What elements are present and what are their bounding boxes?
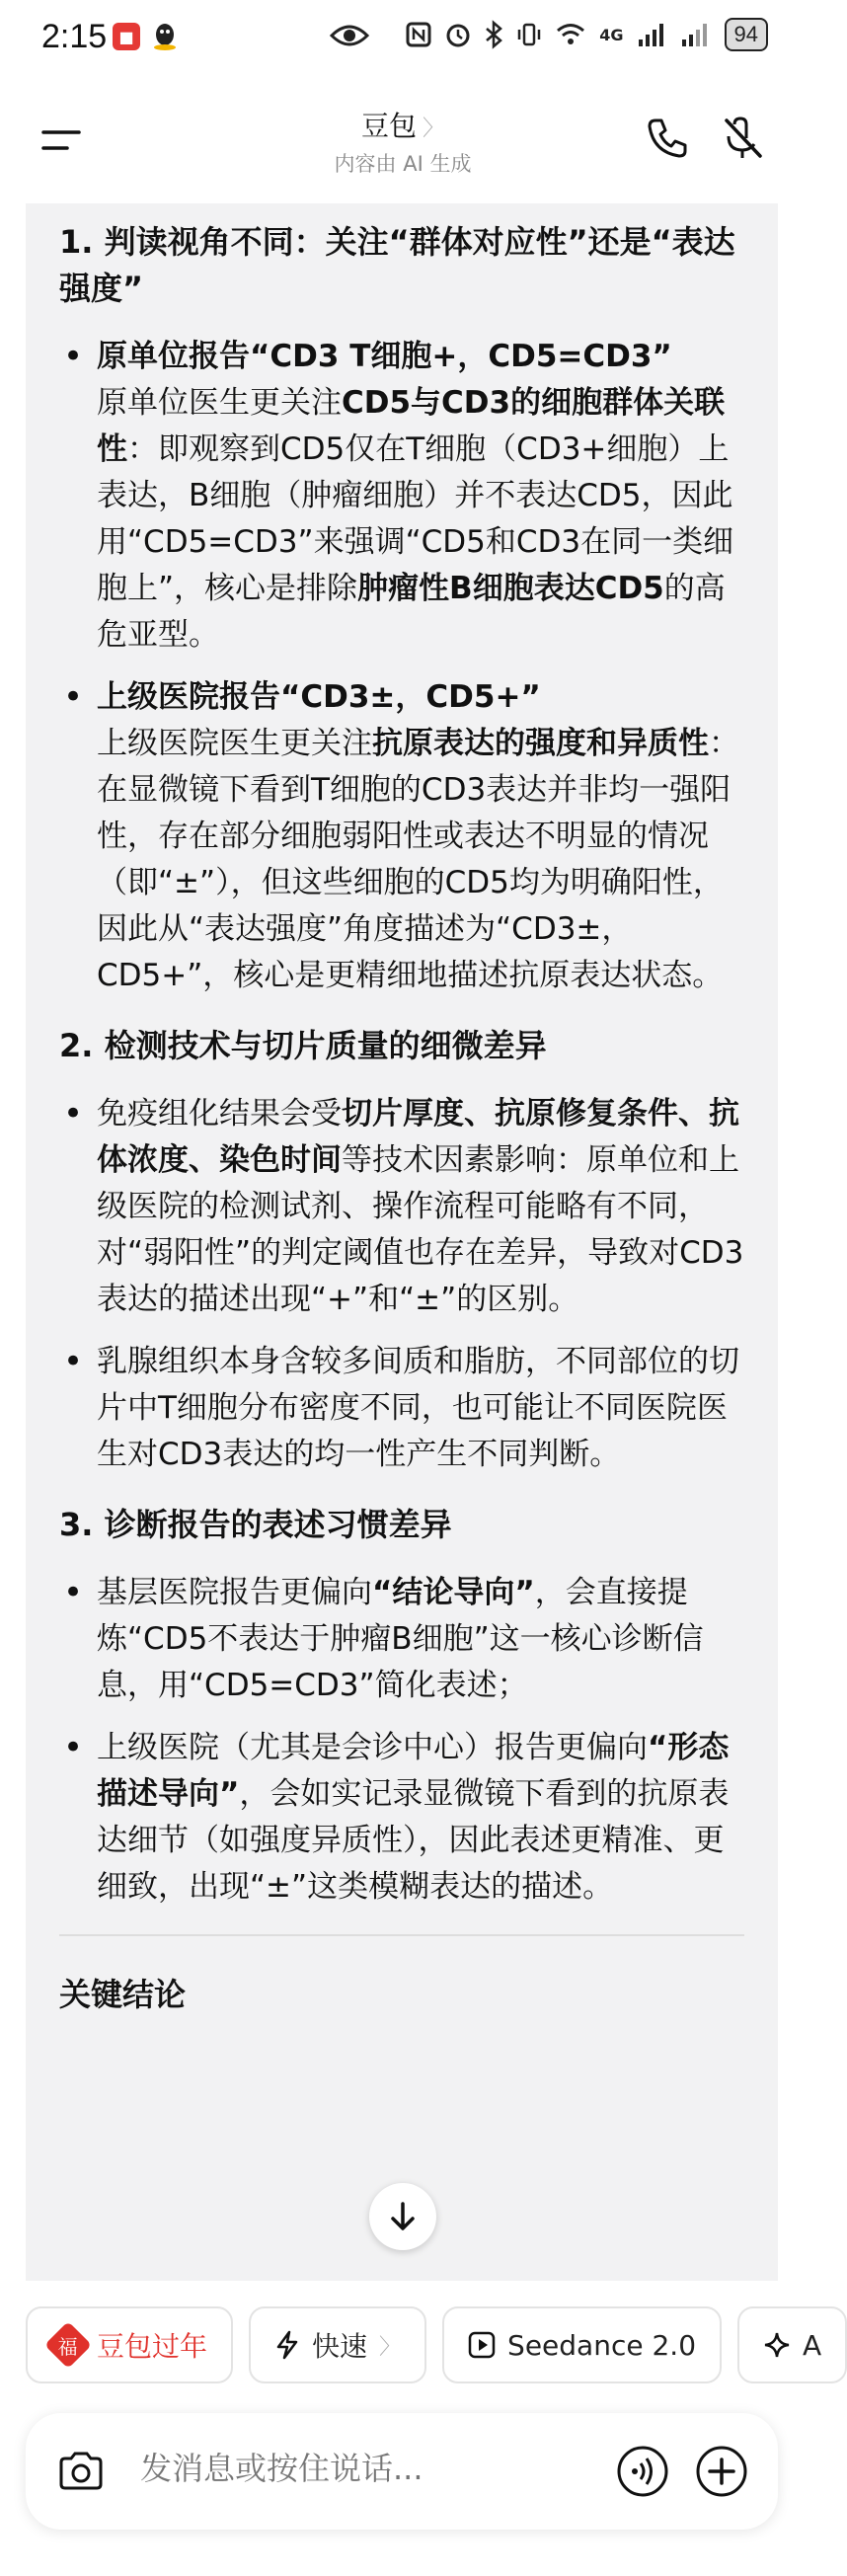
section-1-list xyxy=(59,334,744,999)
vibrate-icon xyxy=(516,22,542,47)
scroll-to-bottom-button[interactable] xyxy=(369,2183,436,2250)
message-input[interactable] xyxy=(138,2449,596,2488)
list-item: • 乳腺组织本身含较多间质和脂肪，不同部位的切片中T细胞分布密度不同，也可能让不同医院医生对CD3表达的均一性产生不同判断。 xyxy=(59,1339,744,1478)
signal-icon xyxy=(638,22,667,47)
network-type-label: 4G xyxy=(599,25,624,44)
message-input-bar xyxy=(26,2413,778,2530)
lightning-icon xyxy=(274,2330,300,2360)
ai-generated-note: 内容由 AI 生成 xyxy=(334,152,472,176)
video-play-icon xyxy=(468,2331,496,2359)
section-3-list xyxy=(59,1570,744,1911)
chat-header xyxy=(0,95,806,190)
chat-title: 豆包 xyxy=(360,110,417,142)
fu-badge-icon: 福 xyxy=(44,2321,92,2369)
app-notification-icon: ■ xyxy=(113,23,140,50)
bluetooth-icon xyxy=(485,21,502,48)
section-2-list xyxy=(59,1091,744,1478)
chip-fast-mode[interactable]: 快速 〉 xyxy=(249,2306,426,2383)
list-item: • 上级医院报告“CD3±，CD5+” 上级医院医生更关注抗原表达的强度和异质性：在显微镜下看到T细胞的CD3表达并非均一强阳性，存在部分细胞弱阳性或表达不明显的情况（即“±”），但这些细胞的CD5均为明确阳性，因此从“表达强度”角度描述为“CD3±，CD5+”，核心是更精细地描述抗原表达状态。 xyxy=(59,674,744,999)
chip-ai-create[interactable]: A xyxy=(737,2306,847,2383)
section-heading-1: 1. 判读视角不同：关注“群体对应性”还是“表达强度” xyxy=(59,223,735,307)
section-heading-3: 3. 诊断报告的表述习惯差异 xyxy=(59,1506,452,1543)
suggestion-chips xyxy=(26,2306,847,2385)
nfc-icon xyxy=(406,22,431,47)
status-time: 2:15 xyxy=(41,18,108,55)
eye-icon xyxy=(330,22,369,53)
chip-seedance[interactable]: Seedance 2.0 xyxy=(442,2306,722,2383)
ai-response-card xyxy=(26,203,778,2281)
list-item: • 基层医院报告更偏向“结论导向”，会直接提炼“CD5不表达于肿瘤B细胞”这一核心诊断信息，用“CD5=CD3”简化表述； xyxy=(59,1570,744,1709)
alarm-icon xyxy=(445,22,471,47)
key-conclusion-heading: 关键结论 xyxy=(59,1976,187,2013)
camera-icon[interactable] xyxy=(57,2451,105,2492)
battery-indicator: 94 xyxy=(725,18,768,51)
list-item: • 原单位报告“CD3 T细胞+，CD5=CD3” 原单位医生更关注CD5与CD3的细胞群体关联性：即观察到CD5仅在T细胞（CD3+细胞）上表达，B细胞（肿瘤细胞）并不表达CD5，因此用“CD5=CD3”来强调“CD5和CD3在同一类细胞上”，核心是排除肿瘤性B细胞表达CD5的高危亚型。 xyxy=(59,334,744,659)
chip-spring-festival[interactable]: 福 豆包过年 xyxy=(26,2306,233,2383)
list-item: • 上级医院（尤其是会诊中心）报告更偏向“形态描述导向”，会如实记录显微镜下看到的抗原表达细节（如强度异质性），因此表述更精准、更细致，出现“±”这类模糊表达的描述。 xyxy=(59,1725,744,1911)
list-item: • 免疫组化结果会受切片厚度、抗原修复条件、抗体浓度、染色时间等技术因素影响：原单位和上级医院的检测试剂、操作流程可能略有不同，对“弱阳性”的判定阈值也存在差异，导致对CD3表达的描述出现“+”和“±”的区别。 xyxy=(59,1091,744,1323)
phone-icon[interactable] xyxy=(646,117,689,160)
chevron-right-icon: 〉 xyxy=(423,117,445,141)
section-heading-2: 2. 检测技术与切片质量的细微差异 xyxy=(59,1027,547,1064)
sparkle-icon xyxy=(763,2331,791,2359)
qq-icon xyxy=(152,22,178,51)
signal-icon-2 xyxy=(681,22,711,47)
status-bar xyxy=(0,0,806,75)
plus-icon[interactable] xyxy=(695,2445,748,2498)
voice-input-icon[interactable] xyxy=(616,2445,669,2498)
chevron-right-icon: 〉 xyxy=(379,2334,402,2360)
divider xyxy=(59,1934,744,1936)
arrow-down-icon xyxy=(388,2201,418,2232)
wifi-icon xyxy=(556,23,585,46)
mute-speaker-icon[interactable] xyxy=(721,117,764,160)
